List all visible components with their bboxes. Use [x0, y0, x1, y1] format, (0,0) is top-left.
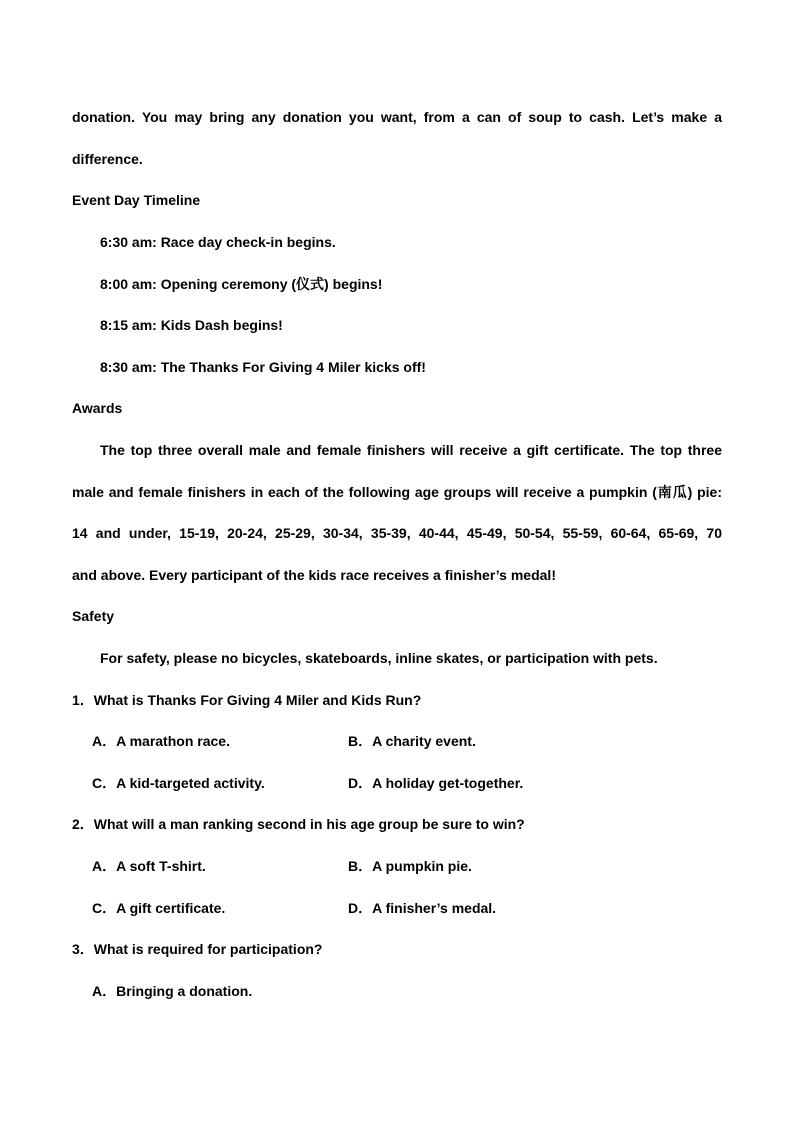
awards-line: and above. Every participant of the kids race receives a finisher’s medal! — [72, 567, 556, 583]
timeline-heading: Event Day Timeline — [72, 192, 201, 208]
question-1-option-b[interactable]: B．A charity event. — [348, 733, 476, 749]
question-2-option-d[interactable]: D．A finisher’s medal. — [348, 900, 497, 916]
question-1-option-a[interactable]: A．A marathon race. — [92, 733, 230, 749]
awards-line: male and female finishers in each of the following age groups will receive a pumpkin (南瓜) pie: — [72, 484, 722, 500]
safety-heading: Safety — [72, 608, 115, 624]
question-1-option-d[interactable]: D．A holiday get-together. — [348, 775, 524, 791]
timeline-item: 8:00 am: Opening ceremony (仪式) begins! — [100, 276, 383, 292]
intro-line-2: difference. — [72, 151, 143, 167]
question-1-option-c[interactable]: C．A kid-targeted activity. — [92, 775, 265, 791]
timeline-item: 8:30 am: The Thanks For Giving 4 Miler kicks off! — [100, 359, 426, 375]
question-2-option-b[interactable]: B．A pumpkin pie. — [348, 858, 472, 874]
question-2-stem: 2．What will a man ranking second in his age group be sure to win? — [72, 816, 525, 832]
question-2-option-c[interactable]: C．A gift certificate. — [92, 900, 226, 916]
timeline-item: 8:15 am: Kids Dash begins! — [100, 317, 283, 333]
question-3-stem: 3．What is required for participation? — [72, 941, 323, 957]
awards-heading: Awards — [72, 400, 123, 416]
awards-line: 14 and under, 15-19, 20-24, 25-29, 30-34, 35-39, 40-44, 45-49, 50-54, 55-59, 60-64, 65-69, 70 — [72, 525, 722, 541]
timeline-item: 6:30 am: Race day check-in begins. — [100, 234, 336, 250]
question-3-option-a[interactable]: A．Bringing a donation. — [92, 983, 253, 999]
awards-line: The top three overall male and female finishers will receive a gift certificate. The top three — [100, 442, 722, 458]
intro-line-1: donation. You may bring any donation you want, from a can of soup to cash. Let’s make a — [72, 109, 722, 125]
safety-text: For safety, please no bicycles, skateboards, inline skates, or participation with pets. — [100, 650, 658, 666]
question-2-option-a[interactable]: A．A soft T-shirt. — [92, 858, 206, 874]
question-1-stem: 1．What is Thanks For Giving 4 Miler and Kids Run? — [72, 692, 422, 708]
